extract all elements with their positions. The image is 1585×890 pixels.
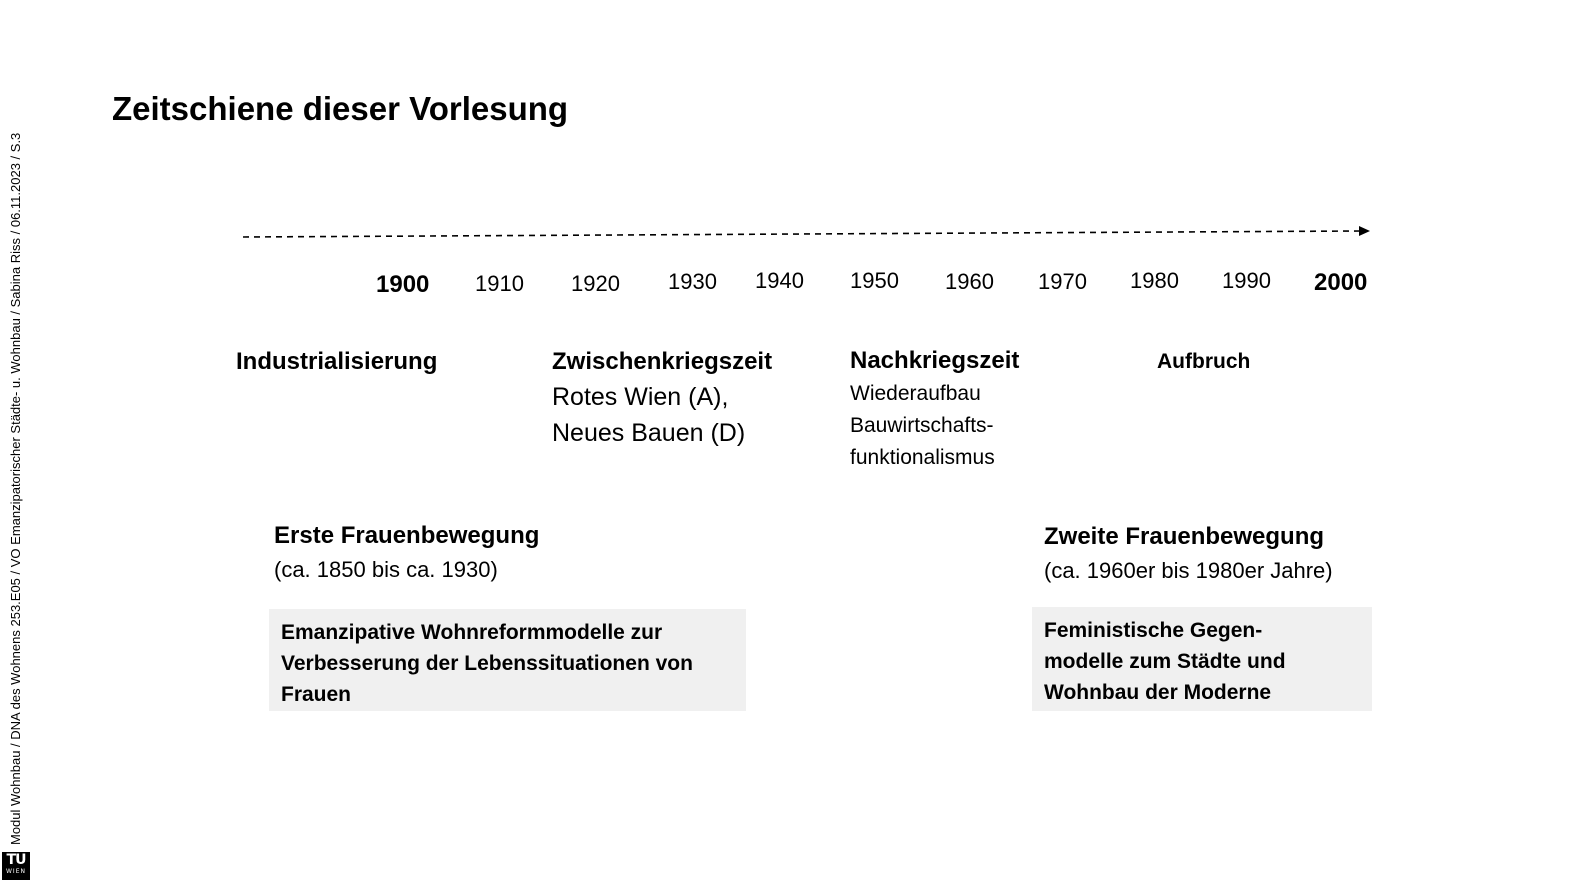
movement-erste-range: (ca. 1850 bis ca. 1930)	[274, 557, 498, 582]
year-1940: 1940	[755, 268, 804, 293]
era-nachkriegszeit-line-1: Wiederaufbau	[850, 382, 981, 405]
movement-erste-heading: Erste Frauenbewegung	[274, 522, 540, 549]
movement-erste-box-line-1: Emanzipative Wohnreformmodelle zur	[281, 621, 663, 644]
movement-erste-box-line-3: Frauen	[281, 683, 352, 706]
era-zwischenkriegszeit-line-2: Neues Bauen (D)	[552, 419, 746, 447]
movement-erste-box-line-2: Verbesserung der Lebenssituationen von	[281, 652, 693, 675]
era-industrialisierung-heading: Industrialisierung	[236, 348, 438, 375]
era-zwischenkriegszeit-line-1: Rotes Wien (A),	[552, 383, 729, 411]
era-zwischenkriegszeit-heading: Zwischenkriegszeit	[552, 348, 773, 375]
era-nachkriegszeit-heading: Nachkriegszeit	[850, 347, 1020, 374]
year-1910: 1910	[475, 271, 524, 296]
era-zwischenkriegszeit-details	[552, 379, 745, 451]
year-1990: 1990	[1222, 268, 1271, 293]
movement-erste-box	[269, 609, 746, 711]
movement-zweite-heading: Zweite Frauenbewegung	[1044, 523, 1325, 550]
year-2000: 2000	[1314, 269, 1368, 296]
year-1970: 1970	[1038, 269, 1087, 294]
era-nachkriegszeit-line-3: funktionalismus	[850, 446, 995, 469]
logo-wien-text: WIEN	[6, 868, 26, 875]
logo-tu-text: TU	[6, 852, 26, 868]
year-1960: 1960	[945, 269, 994, 294]
era-nachkriegszeit-line-2: Bauwirtschafts-	[850, 414, 994, 437]
year-1980: 1980	[1130, 268, 1179, 293]
slide-title: Zeitschiene dieser Vorlesung	[112, 90, 569, 127]
slide-footer-text: Modul Wohnbau / DNA des Wohnens 253.E05 / VO Emanzipatorischer Städte- u. Wohnbau / Sabina Riss / 06.11.2023 / S.3	[8, 132, 23, 845]
era-nachkriegszeit-details	[850, 378, 995, 474]
movement-zweite-box-line-2: modelle zum Städte und	[1044, 650, 1286, 673]
movement-zweite-box	[1032, 607, 1372, 711]
movement-zweite-box-line-1: Feministische Gegen-	[1044, 619, 1263, 642]
era-aufbruch-heading: Aufbruch	[1157, 350, 1251, 373]
year-1920: 1920	[571, 271, 620, 296]
year-1900: 1900	[376, 271, 430, 298]
year-1930: 1930	[668, 269, 717, 294]
movement-zweite-range: (ca. 1960er bis 1980er Jahre)	[1044, 558, 1333, 583]
year-1950: 1950	[850, 268, 899, 293]
movement-zweite-box-line-3: Wohnbau der Moderne	[1044, 681, 1272, 704]
